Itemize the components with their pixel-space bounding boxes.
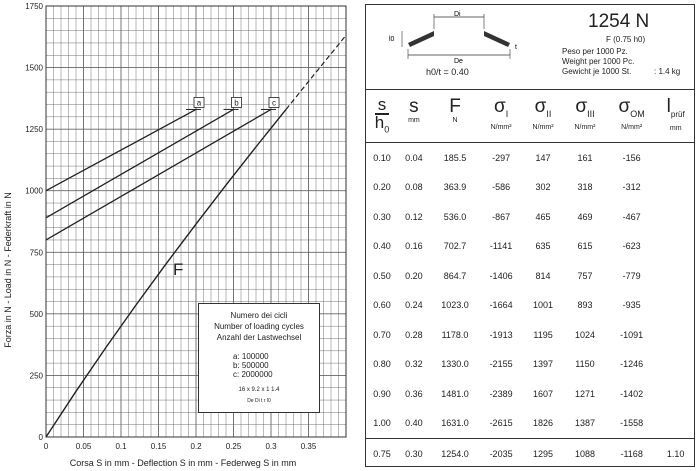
table-cell: -935: [622, 300, 641, 311]
table-cell: 0.75: [366, 439, 398, 470]
table-cell: -156: [622, 152, 641, 163]
table-cell: -586: [492, 182, 511, 193]
header-sigma-i: $\sigma_I$ N/mm²: [490, 96, 512, 131]
l0-label: l0: [389, 36, 395, 43]
table-header-row: [366, 91, 694, 143]
table-cell: -1246: [620, 359, 644, 370]
curve-label-f: F: [173, 260, 184, 279]
table-cell: -1913: [489, 329, 513, 340]
spring-header: [366, 5, 694, 90]
y-tick-label: 1000: [25, 186, 43, 196]
t-label: t: [515, 44, 517, 51]
table-cell: 1330.0: [441, 359, 469, 370]
table-row: [366, 173, 694, 203]
table-cell: 1387: [574, 418, 595, 429]
di-label: Di: [454, 11, 461, 18]
table-cell: -779: [622, 270, 641, 281]
table-cell: 1088: [564, 439, 606, 470]
header-sigma-om: $\sigma_{OM}$ N/mm²: [618, 96, 645, 131]
table-cell: 1150: [575, 359, 595, 370]
table-row: [366, 350, 694, 380]
y-tick-label: 0: [38, 433, 43, 442]
table-cell: 1254.0: [430, 439, 480, 470]
spring-values-table: [366, 91, 694, 469]
header-s: s mm: [408, 96, 420, 124]
x-tick-label: 0.35: [300, 442, 317, 451]
series-tag-label: a: [196, 98, 202, 108]
table-summary-row: [366, 439, 694, 470]
table-row: [366, 379, 694, 409]
table-cell: 1024: [574, 329, 595, 340]
table-cell: 1481.0: [441, 388, 469, 399]
cycles-b: b: 500000: [233, 361, 269, 370]
table-cell: 0.60: [373, 300, 391, 311]
table-row: [366, 202, 694, 232]
table-cell: [657, 379, 694, 409]
table-row: [366, 232, 694, 262]
table-row: [366, 261, 694, 291]
table-cell: 0.36: [405, 388, 423, 399]
table-cell: 465: [535, 211, 551, 222]
table-cell: 302: [535, 182, 551, 193]
x-tick-label: 0.3: [265, 442, 277, 451]
table-cell: 1.00: [373, 418, 391, 429]
table-cell: 1295: [522, 439, 564, 470]
table-row: [366, 409, 694, 439]
x-axis-label: Corsa S in mm - Deflection S in mm - Federweg S in mm: [69, 458, 297, 468]
table-cell: 0.70: [373, 329, 391, 340]
table-cell: 702.7: [443, 241, 467, 252]
table-cell: 1023.0: [441, 300, 469, 311]
header-sigma-iii: $\sigma_{III}$ N/mm²: [574, 96, 596, 131]
table-cell: 1397: [533, 359, 554, 370]
table-cell: 0.30: [373, 211, 391, 222]
weight-value: : 1.4 kg: [654, 67, 681, 76]
x-tick-label: 0.2: [190, 442, 202, 451]
table-cell: -467: [622, 211, 641, 222]
table-row: [366, 320, 694, 350]
y-tick-label: 500: [29, 309, 43, 319]
table-cell: 1826: [533, 418, 554, 429]
table-cell: 1607: [533, 388, 554, 399]
cycles-title-it: Numero dei cicli: [230, 311, 288, 320]
table-cell: 615: [577, 241, 593, 252]
table-cell: -1558: [620, 418, 644, 429]
table-cell: -2389: [489, 388, 513, 399]
cycles-a: a: 100000: [233, 352, 269, 361]
table-cell: 0.20: [405, 270, 423, 281]
header-s-h0: $\frac{s}{h_0}$: [374, 95, 390, 135]
table-cell: 0.80: [373, 359, 391, 370]
series-line-b: [46, 109, 234, 217]
table-cell: [657, 409, 694, 439]
table-cell: 1631.0: [441, 418, 469, 429]
reference-load: F (0.75 h0): [606, 35, 646, 44]
y-tick-label: 750: [29, 248, 43, 258]
weight-label-en: Weight per 1000 Pc.: [562, 57, 635, 66]
spring-data-panel: [365, 4, 695, 467]
table-cell: 0.08: [405, 182, 423, 193]
y-tick-label: 1250: [25, 125, 43, 135]
weight-label-it: Peso per 1000 Pz.: [562, 47, 628, 56]
table-cell: 757: [577, 270, 593, 281]
table-cell: [657, 320, 694, 350]
table-cell: -297: [492, 152, 511, 163]
table-cell: -1402: [620, 388, 644, 399]
loading-cycles-legend: [198, 303, 320, 413]
table-cell: 0.16: [405, 241, 423, 252]
table-cell: -312: [622, 182, 641, 193]
table-cell: 185.5: [443, 152, 467, 163]
table-cell: -1664: [489, 300, 513, 311]
table-cell: [657, 261, 694, 291]
table-cell: -1168: [606, 439, 657, 470]
spring-dimensions: 16 x 9.2 x 1 1.4: [238, 387, 280, 393]
table-cell: 363.9: [443, 182, 467, 193]
table-cell: 864.7: [443, 270, 467, 281]
de-label: De: [454, 58, 463, 65]
table-cell: 1178.0: [441, 329, 469, 340]
disc-spring-diagram-icon: [388, 9, 528, 67]
table-cell: [657, 143, 694, 173]
header-l-pruef: $l_{prüf}$ mm: [666, 96, 685, 132]
cycles-c: c: 2000000: [233, 370, 273, 379]
table-cell: [657, 202, 694, 232]
table-cell: 469: [577, 211, 593, 222]
x-tick-label: 0.05: [75, 442, 92, 451]
y-tick-label: 1750: [25, 2, 43, 11]
cycles-title-en: Number of loading cycles: [214, 322, 304, 331]
table-cell: 0.30: [398, 439, 430, 470]
y-tick-label: 1500: [25, 63, 43, 73]
y-axis-label: Forza in N - Load in N - Federkraft in N: [3, 192, 13, 348]
table-cell: 161: [577, 152, 593, 163]
table-cell: 147: [535, 152, 551, 163]
table-cell: 1271: [574, 388, 595, 399]
table-cell: -1141: [489, 241, 513, 252]
table-cell: 0.04: [405, 152, 423, 163]
table-cell: [657, 232, 694, 262]
x-tick-label: 0: [43, 442, 49, 451]
table-cell: -1406: [489, 270, 513, 281]
series-tag-label: c: [272, 98, 276, 108]
table-cell: 0.40: [405, 418, 423, 429]
x-tick-label: 0.25: [225, 442, 242, 451]
table-cell: 0.24: [405, 300, 423, 311]
table-cell: [657, 350, 694, 380]
table-cell: 0.28: [405, 329, 423, 340]
table-cell: 0.50: [373, 270, 391, 281]
table-cell: -2615: [489, 418, 513, 429]
table-cell: 0.90: [373, 388, 391, 399]
table-cell: -1091: [620, 329, 644, 340]
table-cell: 635: [535, 241, 551, 252]
table-cell: 1195: [533, 329, 553, 340]
weight-label-de: Gewicht je 1000 St.: [562, 67, 632, 76]
table-cell: 0.32: [405, 359, 423, 370]
table-cell: 893: [577, 300, 593, 311]
table-row: [366, 143, 694, 173]
table-cell: 318: [577, 182, 593, 193]
part-code: 1254 N: [588, 11, 650, 32]
table-cell: 0.10: [373, 152, 391, 163]
y-tick-label: 250: [29, 371, 43, 381]
table-cell: 1001: [533, 300, 554, 311]
table-cell: -867: [492, 211, 511, 222]
spring-dimension-symbols: De Di t r l0: [247, 398, 271, 404]
series-tag-label: b: [234, 98, 239, 108]
header-sigma-ii: $\sigma_{II}$ N/mm²: [532, 96, 554, 131]
height-thickness-ratio: h0/t = 0.40: [426, 67, 469, 77]
table-body: [366, 143, 694, 470]
x-tick-label: 0.15: [150, 442, 167, 451]
table-cell: 814: [535, 270, 551, 281]
x-tick-label: 0.1: [115, 442, 127, 451]
cycles-title-de: Anzahl der Lastwechsel: [216, 333, 302, 342]
table-cell: -2035: [480, 439, 522, 470]
table-cell: -623: [622, 241, 641, 252]
table-cell: 536.0: [443, 211, 467, 222]
table-cell: 1.10: [657, 439, 694, 470]
header-f: F N: [449, 96, 461, 124]
table-cell: 0.20: [373, 182, 391, 193]
table-row: [366, 291, 694, 321]
table-cell: 0.40: [373, 241, 391, 252]
table-cell: [657, 173, 694, 203]
table-cell: -2155: [489, 359, 513, 370]
table-cell: [657, 291, 694, 321]
table-cell: 0.12: [405, 211, 423, 222]
